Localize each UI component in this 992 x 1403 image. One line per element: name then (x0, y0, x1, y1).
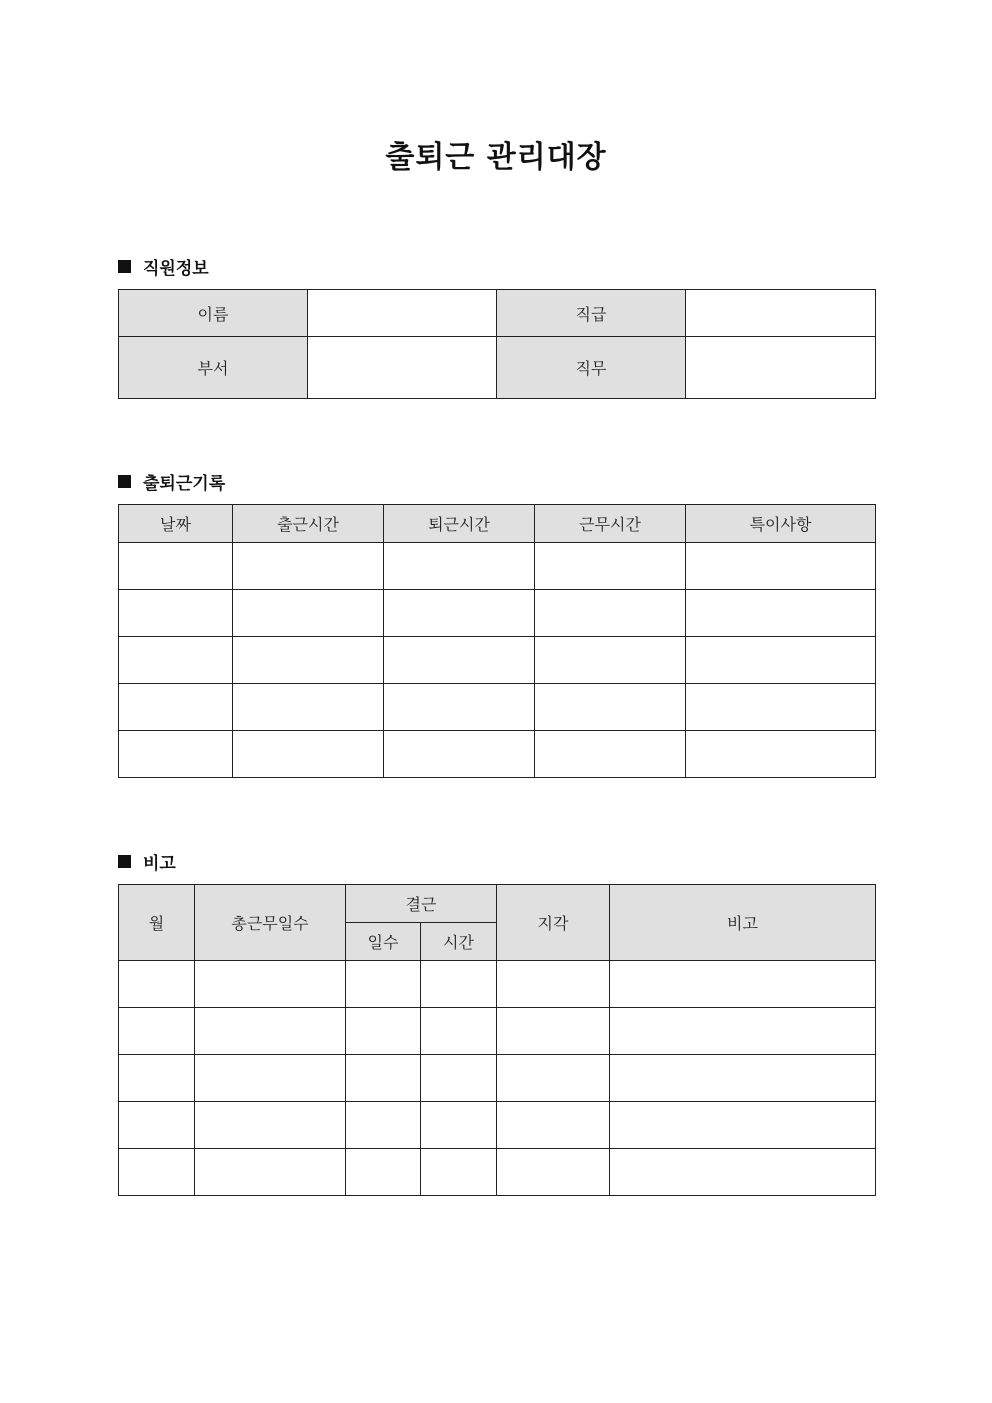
note-cell[interactable] (610, 961, 876, 1008)
square-bullet-icon (118, 260, 131, 273)
month-cell[interactable] (119, 1008, 195, 1055)
work-hours-cell[interactable] (535, 637, 686, 684)
column-header-total-work-days: 총근무일수 (195, 885, 346, 961)
date-cell[interactable] (119, 684, 233, 731)
name-field[interactable] (308, 290, 497, 337)
square-bullet-icon (118, 475, 131, 488)
total-days-cell[interactable] (195, 1149, 346, 1196)
absence-days-cell[interactable] (346, 1055, 421, 1102)
department-label: 부서 (119, 337, 308, 399)
clock-out-cell[interactable] (384, 590, 535, 637)
remarks-heading (118, 849, 176, 874)
clock-in-cell[interactable] (233, 731, 384, 778)
rank-label: 직급 (497, 290, 686, 337)
duty-label: 직무 (497, 337, 686, 399)
month-cell[interactable] (119, 1102, 195, 1149)
table-row (119, 684, 876, 731)
table-row (119, 731, 876, 778)
clock-in-cell[interactable] (233, 543, 384, 590)
column-header-work-hours: 근무시간 (535, 505, 686, 543)
employee-info-heading-label: 직원정보 (143, 259, 209, 279)
late-cell[interactable] (497, 961, 610, 1008)
column-header-absence-hours: 시간 (421, 923, 497, 961)
absence-hours-cell[interactable] (421, 1055, 497, 1102)
notes-cell[interactable] (686, 684, 876, 731)
notes-cell[interactable] (686, 731, 876, 778)
clock-in-cell[interactable] (233, 590, 384, 637)
column-header-clock-out: 퇴근시간 (384, 505, 535, 543)
month-cell[interactable] (119, 961, 195, 1008)
remarks-heading-label: 비고 (143, 854, 176, 874)
department-field[interactable] (308, 337, 497, 399)
absence-days-cell[interactable] (346, 1102, 421, 1149)
employee-info-heading (118, 254, 209, 279)
absence-hours-cell[interactable] (421, 961, 497, 1008)
column-header-month: 월 (119, 885, 195, 961)
note-cell[interactable] (610, 1055, 876, 1102)
table-header-row (119, 505, 876, 543)
clock-in-cell[interactable] (233, 684, 384, 731)
table-row (119, 1008, 876, 1055)
remarks-table (118, 884, 876, 1196)
clock-out-cell[interactable] (384, 684, 535, 731)
notes-cell[interactable] (686, 637, 876, 684)
column-header-absence-days: 일수 (346, 923, 421, 961)
clock-out-cell[interactable] (384, 731, 535, 778)
square-bullet-icon (118, 855, 131, 868)
table-row (119, 337, 876, 399)
total-days-cell[interactable] (195, 1102, 346, 1149)
column-header-late: 지각 (497, 885, 610, 961)
total-days-cell[interactable] (195, 1008, 346, 1055)
work-hours-cell[interactable] (535, 731, 686, 778)
notes-cell[interactable] (686, 590, 876, 637)
table-row (119, 961, 876, 1008)
table-header-row (119, 885, 876, 923)
attendance-log-heading (118, 469, 225, 494)
date-cell[interactable] (119, 731, 233, 778)
absence-hours-cell[interactable] (421, 1149, 497, 1196)
column-header-date: 날짜 (119, 505, 233, 543)
notes-cell[interactable] (686, 543, 876, 590)
column-header-note: 비고 (610, 885, 876, 961)
clock-out-cell[interactable] (384, 637, 535, 684)
late-cell[interactable] (497, 1102, 610, 1149)
absence-hours-cell[interactable] (421, 1008, 497, 1055)
attendance-log-table (118, 504, 876, 778)
table-row (119, 1055, 876, 1102)
column-header-notes: 특이사항 (686, 505, 876, 543)
clock-in-cell[interactable] (233, 637, 384, 684)
table-row (119, 590, 876, 637)
absence-days-cell[interactable] (346, 961, 421, 1008)
name-label: 이름 (119, 290, 308, 337)
note-cell[interactable] (610, 1102, 876, 1149)
employee-info-table (118, 289, 876, 399)
absence-days-cell[interactable] (346, 1008, 421, 1055)
note-cell[interactable] (610, 1008, 876, 1055)
table-row (119, 290, 876, 337)
document-title: 출퇴근 관리대장 (385, 140, 607, 175)
work-hours-cell[interactable] (535, 543, 686, 590)
clock-out-cell[interactable] (384, 543, 535, 590)
late-cell[interactable] (497, 1055, 610, 1102)
attendance-log-heading-label: 출퇴근기록 (143, 474, 226, 494)
work-hours-cell[interactable] (535, 684, 686, 731)
note-cell[interactable] (610, 1149, 876, 1196)
date-cell[interactable] (119, 590, 233, 637)
table-row (119, 637, 876, 684)
late-cell[interactable] (497, 1149, 610, 1196)
date-cell[interactable] (119, 543, 233, 590)
total-days-cell[interactable] (195, 1055, 346, 1102)
late-cell[interactable] (497, 1008, 610, 1055)
column-header-absence: 결근 (346, 885, 497, 923)
total-days-cell[interactable] (195, 961, 346, 1008)
absence-days-cell[interactable] (346, 1149, 421, 1196)
column-header-clock-in: 출근시간 (233, 505, 384, 543)
month-cell[interactable] (119, 1055, 195, 1102)
month-cell[interactable] (119, 1149, 195, 1196)
table-row (119, 1149, 876, 1196)
table-row (119, 543, 876, 590)
absence-hours-cell[interactable] (421, 1102, 497, 1149)
table-row (119, 1102, 876, 1149)
duty-field[interactable] (686, 337, 876, 399)
work-hours-cell[interactable] (535, 590, 686, 637)
date-cell[interactable] (119, 637, 233, 684)
rank-field[interactable] (686, 290, 876, 337)
